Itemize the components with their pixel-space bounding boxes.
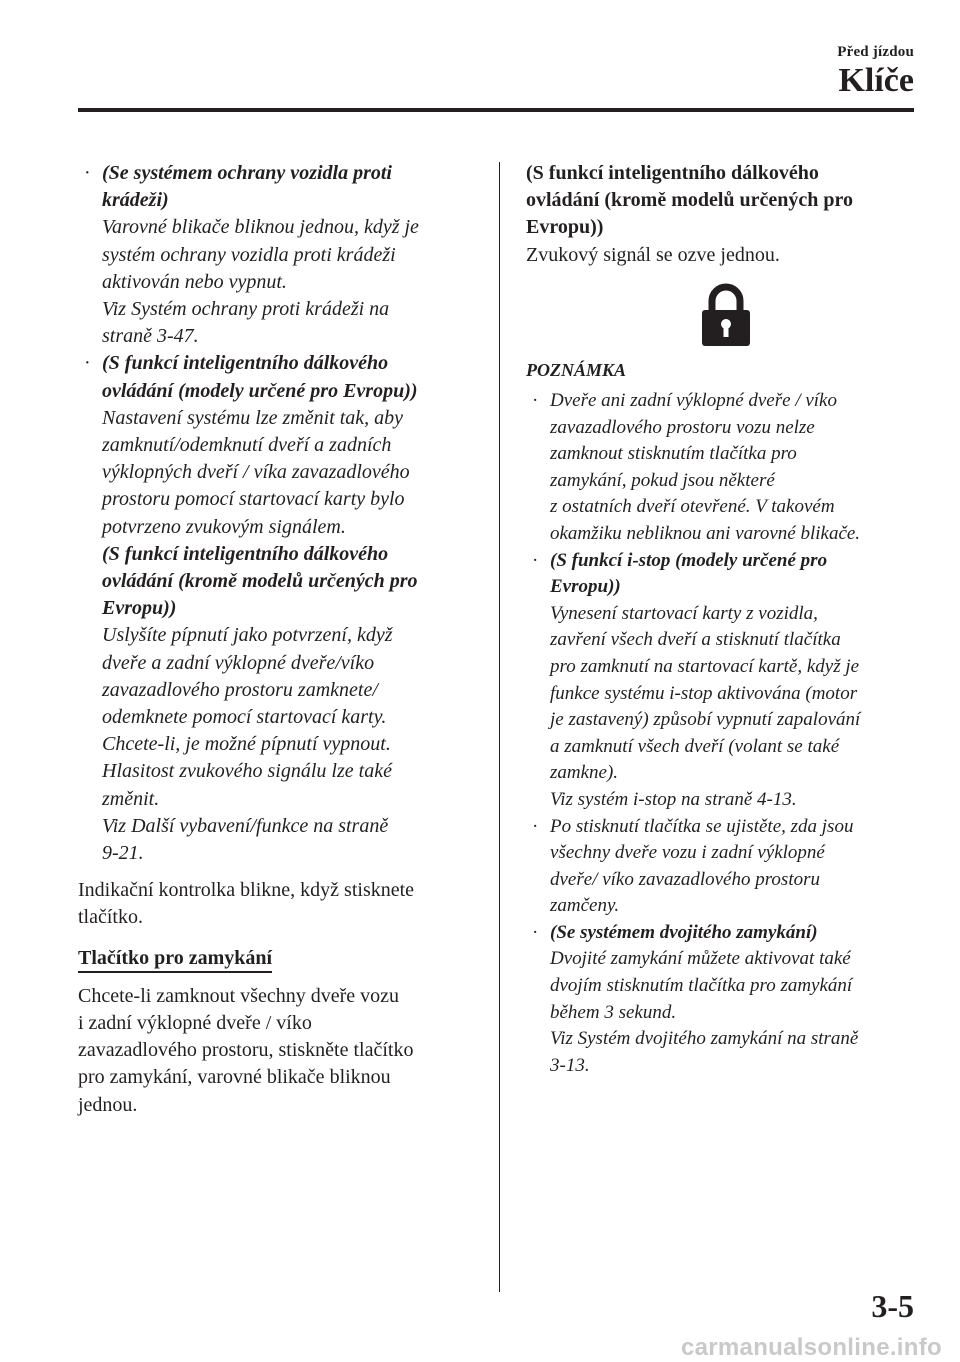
bullet-title [102, 160, 474, 214]
text-line: ovládání (kromě modelů určených pro [102, 570, 418, 593]
text-line: dveře/ víko zavazadlového prostoru [550, 868, 820, 890]
text-line: zavazadlového prostoru zamknete/ [102, 678, 378, 701]
text-line: Viz Další vybavení/funkce na straně [102, 814, 389, 837]
bullet-dot: · [532, 390, 539, 412]
header-rule [78, 108, 914, 112]
text-line: Evropu)) [102, 597, 177, 620]
bullet-title [102, 350, 474, 404]
text-line: i zadní výklopné dveře / víko [78, 1011, 312, 1034]
column-divider [499, 162, 500, 1292]
text-line: a zamknutí všech dveří (volant se také [550, 735, 840, 757]
text-line: (Se systémem dvojitého zamykání) [550, 921, 818, 943]
bullet-subtitle [102, 541, 474, 623]
text-line: zamknutí/odemknutí dveří a zadních [102, 434, 392, 457]
note-item-body [550, 814, 926, 920]
text-line: odemknete pomocí startovací karty. [102, 706, 387, 729]
text-line: Indikační kontrolka blikne, když stisknete [78, 879, 415, 902]
text-line: 3-13. [550, 1054, 590, 1076]
left-column [78, 160, 474, 1119]
text-line: Po stisknutí tlačítka se ujistěte, zda jsou [550, 815, 854, 837]
bullet-dot: · [532, 815, 539, 837]
text-line: zavazadlového prostoru vozu nelze [550, 416, 815, 438]
text-line: zamykání, pokud jsou některé [550, 469, 775, 491]
text-line: systém ochrany vozidla proti krádeži [102, 243, 396, 266]
bullet-anti-theft [78, 160, 474, 350]
section-title: Před jízdou [837, 44, 914, 60]
note-item [526, 548, 926, 814]
note-item-title [550, 920, 926, 947]
text-line: (S funkcí inteligentního dálkového [102, 542, 389, 565]
text-line: Uslyšíte pípnutí jako potvrzení, když [102, 624, 393, 647]
note-item-body [550, 946, 926, 1079]
page-number: 3-5 [871, 1288, 914, 1324]
text-line: zamčeny. [550, 895, 620, 917]
note-title: POZNÁMKA [526, 359, 627, 380]
bullet-dot: · [84, 352, 91, 375]
note-item [526, 388, 926, 548]
text-line: Chcete-li, je možné pípnutí vypnout. [102, 733, 391, 756]
text-line: Evropu)) [526, 216, 604, 239]
note-item-body [550, 388, 926, 548]
text-line: Chcete-li zamknout všechny dveře vozu [78, 984, 399, 1007]
section-heading: Tlačítko pro zamykání [78, 946, 272, 973]
text-line: potvrzeno zvukovým signálem. [102, 515, 346, 538]
text-line: pro zamykání, varovné blikače bliknou [78, 1066, 391, 1089]
text-line: změnit. [102, 787, 160, 810]
right-column [526, 160, 926, 1079]
text-line: tlačítko. [78, 906, 143, 929]
text-line: zavazadlového prostoru, stiskněte tlačítko [78, 1039, 414, 1062]
text-line: všechny dveře vozu i zadní výklopné [550, 842, 825, 864]
text-line: Varovné blikače bliknou jednou, když je [102, 216, 419, 239]
text-line: je zastavený) způsobí vypnutí zapalování [550, 709, 861, 731]
bullet-body [102, 405, 474, 541]
text-line: ovládání (modely určené pro Evropu)) [102, 379, 418, 402]
text-line: Nastavení systému lze změnit tak, aby [102, 406, 404, 429]
lock-button-paragraph [78, 983, 474, 1119]
page-title: Klíče [838, 62, 914, 99]
bullet-dot: · [84, 162, 91, 184]
text-line: výklopných dveří / víka zavazadlového [102, 461, 410, 484]
text-line: straně 3-47. [102, 325, 199, 348]
bullet-body [102, 622, 474, 867]
lock-icon-wrap [526, 281, 926, 347]
watermark: carmanualsonline.info [680, 1334, 942, 1361]
smart-key-title [526, 160, 926, 242]
text-line: (S funkcí i-stop (modely určené pro [550, 549, 828, 571]
text-line: Viz Systém ochrany proti krádeži na [102, 298, 390, 321]
text-line: z ostatních dveří otevřené. V takovém [550, 496, 835, 518]
note-item [526, 920, 926, 1080]
text-line: okamžiku nebliknou ani varovné blikače. [550, 522, 861, 544]
lock-icon [700, 281, 752, 347]
bullet-smart-key [78, 350, 474, 867]
text-line: Dveře ani zadní výklopné dveře / víko [550, 390, 837, 412]
bullet-dot: · [532, 921, 539, 943]
indicator-paragraph [78, 877, 474, 931]
text-line: dveře a zadní výklopné dveře/víko [102, 651, 375, 674]
text-line: Dvojité zamykání můžete aktivovat také [550, 948, 851, 970]
text-line: krádeži) [102, 189, 169, 212]
text-line: Viz Systém dvojitého zamykání na straně [550, 1028, 859, 1050]
smart-key-body: Zvukový signál se ozve jednou. [526, 243, 780, 266]
text-line: dvojím stisknutím tlačítka pro zamykání [550, 975, 853, 997]
bullet-dot: · [532, 549, 539, 571]
text-line: aktivován nebo vypnut. [102, 270, 287, 293]
text-line: funkce systému i-stop aktivována (motor [550, 682, 858, 704]
note-item-title [550, 548, 926, 601]
text-line: 9-21. [102, 842, 144, 865]
text-line: (S funkcí inteligentního dálkového [526, 162, 819, 184]
note-item-body [550, 601, 926, 814]
bullet-body [102, 214, 474, 350]
text-line: (Se systémem ochrany vozidla proti [102, 162, 392, 184]
text-line: jednou. [78, 1093, 138, 1116]
text-line: (S funkcí inteligentního dálkového [102, 352, 389, 375]
text-line: pro zamknutí na startovací kartě, když je [550, 655, 860, 677]
text-line: ovládání (kromě modelů určených pro [526, 189, 854, 212]
note-body [526, 388, 926, 1079]
text-line: prostoru pomocí startovací karty bylo [102, 488, 405, 511]
text-line: zamkne). [550, 762, 619, 784]
text-line: Evropu)) [550, 576, 621, 598]
text-line: Vynesení startovací karty z vozidla, [550, 602, 818, 624]
text-line: Hlasitost zvukového signálu lze také [102, 760, 392, 783]
note-item [526, 814, 926, 920]
text-line: během 3 sekund. [550, 1001, 677, 1023]
text-line: zamknout stisknutím tlačítka pro [550, 443, 797, 465]
text-line: zavření všech dveří a stisknutí tlačítka [550, 629, 841, 651]
text-line: Viz systém i-stop na straně 4-13. [550, 788, 797, 810]
